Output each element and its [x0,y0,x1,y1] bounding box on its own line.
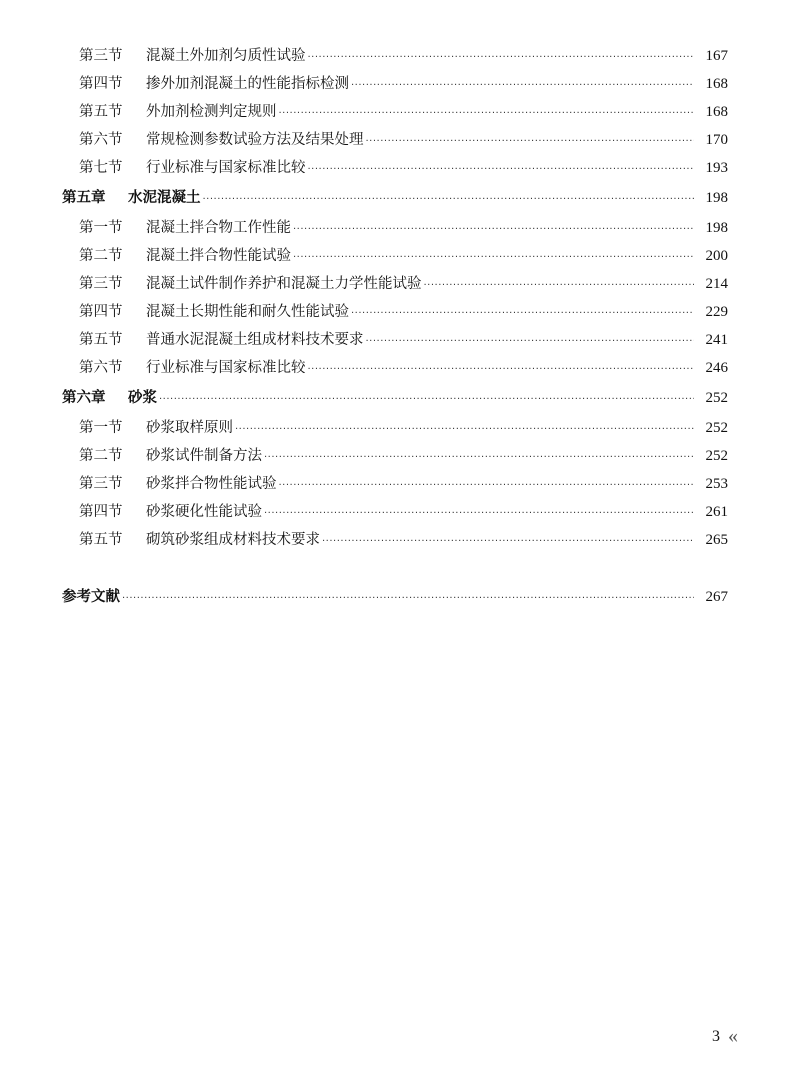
section-number: 第二节 [79,448,123,464]
section-title: 普通水泥混凝土组成材料技术要求 [146,332,364,348]
page-number: 267 [705,589,728,605]
page-number: 170 [705,132,728,148]
section-number: 第六节 [79,132,123,148]
page-folio [712,1025,736,1048]
dot-leader [203,184,695,216]
section-number: 第六节 [79,360,123,376]
section-number: 第一节 [79,220,123,236]
page-number: 252 [705,448,728,464]
toc-section-row[interactable] [62,70,728,98]
section-title: 砂浆试件制备方法 [146,448,262,464]
toc-section-row[interactable] [62,270,728,298]
section-title: 混凝土试件制作养护和混凝土力学性能试验 [146,276,422,292]
dot-leader [308,356,695,384]
section-number: 第五节 [79,532,123,548]
toc-section-row[interactable] [62,298,728,326]
dot-leader [322,528,694,556]
dot-leader [279,100,695,128]
dot-leader [293,216,694,244]
dot-leader [424,272,695,300]
section-number: 第四节 [79,76,123,92]
dot-leader [159,384,694,416]
section-number: 第七节 [79,160,123,176]
section-title: 常规检测参数试验方法及结果处理 [146,132,364,148]
toc-section-row[interactable] [62,42,728,70]
table-of-contents [62,42,728,613]
toc-section-row[interactable] [62,126,728,154]
page-number: 198 [705,190,728,206]
page-number: 193 [705,160,728,176]
dot-leader [122,583,694,615]
section-title: 混凝土拌合物工作性能 [146,220,291,236]
page-number: 214 [705,276,728,292]
vertical-spacer [62,554,728,581]
section-title: 掺外加剂混凝土的性能指标检测 [146,76,349,92]
section-number: 第三节 [79,476,123,492]
section-number: 第五节 [79,332,123,348]
page-number: 252 [705,390,728,406]
section-title: 砂浆硬化性能试验 [146,504,262,520]
page-number: 229 [705,304,728,320]
page-number: 261 [705,504,728,520]
chapter-title: 水泥混凝土 [128,190,201,206]
section-title: 砌筑砂浆组成材料技术要求 [146,532,320,548]
toc-references-row[interactable] [62,581,728,613]
toc-chapter-row[interactable] [62,182,728,214]
chapter-title: 砂浆 [128,390,157,406]
dot-leader [351,72,694,100]
section-title: 混凝土外加剂匀质性试验 [146,48,306,64]
section-number: 第三节 [79,48,123,64]
toc-section-row[interactable] [62,242,728,270]
dot-leader [279,472,695,500]
page-number: 198 [705,220,728,236]
section-title: 外加剂检测判定规则 [146,104,277,120]
section-number: 第四节 [79,504,123,520]
section-title: 砂浆拌合物性能试验 [146,476,277,492]
page-number: 168 [705,104,728,120]
references-title: 参考文献 [62,589,120,605]
page-number: 241 [705,332,728,348]
dot-leader [264,444,694,472]
page-number: 265 [705,532,728,548]
chapter-number: 第六章 [62,390,106,406]
section-title: 砂浆取样原则 [146,420,233,436]
toc-section-row[interactable] [62,414,728,442]
section-title: 混凝土长期性能和耐久性能试验 [146,304,349,320]
section-number: 第四节 [79,304,123,320]
page-number: 252 [705,420,728,436]
chapter-number: 第五章 [62,190,106,206]
toc-section-row[interactable] [62,154,728,182]
toc-chapter-row[interactable] [62,382,728,414]
section-number: 第三节 [79,276,123,292]
toc-section-row[interactable] [62,214,728,242]
section-number: 第五节 [79,104,123,120]
dot-leader [351,300,694,328]
dot-leader [264,500,694,528]
toc-section-row[interactable] [62,354,728,382]
page-number: 253 [705,476,728,492]
dot-leader [293,244,694,272]
folio-page-number: 3 [712,1027,720,1045]
page-number: 168 [705,76,728,92]
toc-section-row[interactable] [62,98,728,126]
section-number: 第一节 [79,420,123,436]
toc-section-row[interactable] [62,498,728,526]
dot-leader [235,416,694,444]
section-title: 行业标准与国家标准比较 [146,160,306,176]
toc-section-row[interactable] [62,470,728,498]
double-chevron-left-icon: « [728,1025,736,1047]
section-title: 行业标准与国家标准比较 [146,360,306,376]
page-number: 167 [705,48,728,64]
dot-leader [366,128,695,156]
dot-leader [308,44,695,72]
dot-leader [366,328,695,356]
toc-section-row[interactable] [62,442,728,470]
toc-section-row[interactable] [62,326,728,354]
page-number: 200 [705,248,728,264]
page-number: 246 [705,360,728,376]
dot-leader [308,156,695,184]
section-title: 混凝土拌合物性能试验 [146,248,291,264]
section-number: 第二节 [79,248,123,264]
toc-section-row[interactable] [62,526,728,554]
